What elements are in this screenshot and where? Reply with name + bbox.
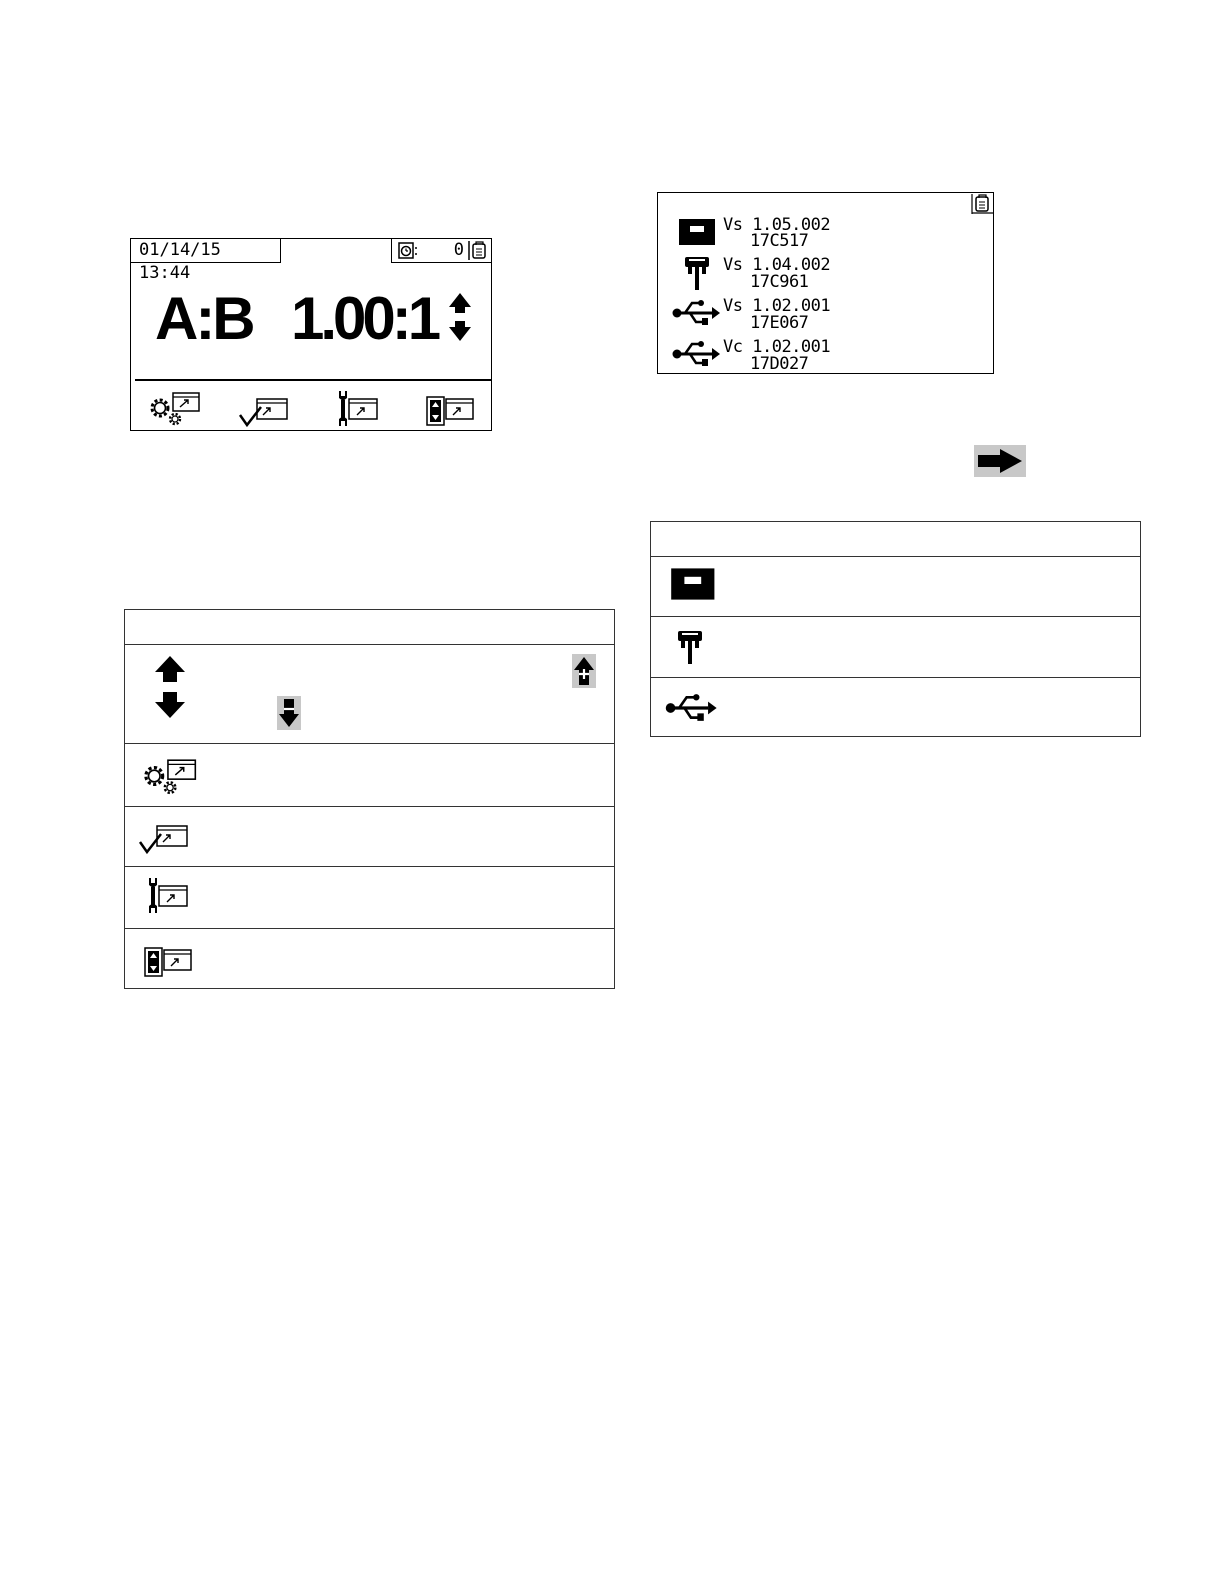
calibration-screens-icon[interactable]: [237, 393, 291, 429]
software-version-screen: [657, 192, 994, 374]
memory-log-icon: [468, 241, 488, 260]
increase-key: [572, 654, 596, 688]
version-row-2-part: 17C961: [750, 272, 809, 292]
usb-icon: [672, 340, 722, 368]
home-screen-key-table: [124, 609, 615, 989]
version-row-3-part: 17E067: [750, 313, 809, 333]
version-row-3-type: Vs: [723, 296, 743, 316]
ratio-label: A:B: [155, 285, 253, 352]
display-module-icon: [678, 217, 718, 247]
cycle-counter-value: 0: [453, 240, 464, 260]
memory-log-icon: [971, 194, 993, 214]
table-row: [125, 743, 614, 744]
version-row-1-type: Vs: [723, 215, 743, 235]
setup-screens-icon[interactable]: [147, 389, 201, 427]
down-arrow-minus-icon: [277, 696, 301, 730]
decrease-key: [277, 696, 301, 730]
display-module-icon: [669, 566, 719, 602]
version-row-4-part: 17D027: [750, 354, 809, 374]
version-row-1-version: 1.05.002: [752, 215, 831, 235]
usb-icon: [672, 299, 722, 327]
maintenance-screens-icon: [145, 876, 189, 916]
calibration-screens-icon: [137, 820, 191, 856]
up-arrow-plus-icon: [572, 654, 596, 688]
date-time-display: 01/14/15 13:44: [131, 239, 281, 263]
table-row: [651, 677, 1140, 678]
ratio-value: 1.00:1: [291, 285, 438, 352]
table-row: [125, 928, 614, 929]
home-screen: [130, 238, 492, 431]
table-row: [125, 806, 614, 807]
next-screen-key[interactable]: [974, 445, 1026, 477]
fluid-control-module-icon: [680, 254, 716, 292]
table-row: [125, 866, 614, 867]
version-row-4-version: 1.02.001: [752, 337, 831, 357]
fluid-control-module-icon: [673, 626, 709, 668]
version-row-2-version: 1.04.002: [752, 255, 831, 275]
right-arrow-icon: [976, 447, 1024, 475]
table-row: [125, 644, 614, 645]
maintenance-screens-icon[interactable]: [335, 389, 379, 429]
version-row-2-type: Vs: [723, 255, 743, 275]
version-row-1-part: 17C517: [750, 231, 809, 251]
cycle-counter-icon: [398, 242, 418, 259]
cycle-counter: [391, 239, 491, 263]
usage-screens-icon[interactable]: [425, 389, 475, 429]
up-down-arrows-icon: [153, 654, 187, 720]
softkey-divider: [135, 379, 491, 381]
version-icon-table: [650, 521, 1141, 737]
version-row-4-type: Vc: [723, 337, 743, 357]
table-row: [651, 556, 1140, 557]
usage-screens-icon: [143, 940, 193, 980]
version-row-3-version: 1.02.001: [752, 296, 831, 316]
up-down-arrows-icon[interactable]: [447, 291, 473, 343]
usb-icon: [665, 693, 719, 723]
setup-screens-icon: [139, 756, 199, 796]
table-row: [651, 616, 1140, 617]
